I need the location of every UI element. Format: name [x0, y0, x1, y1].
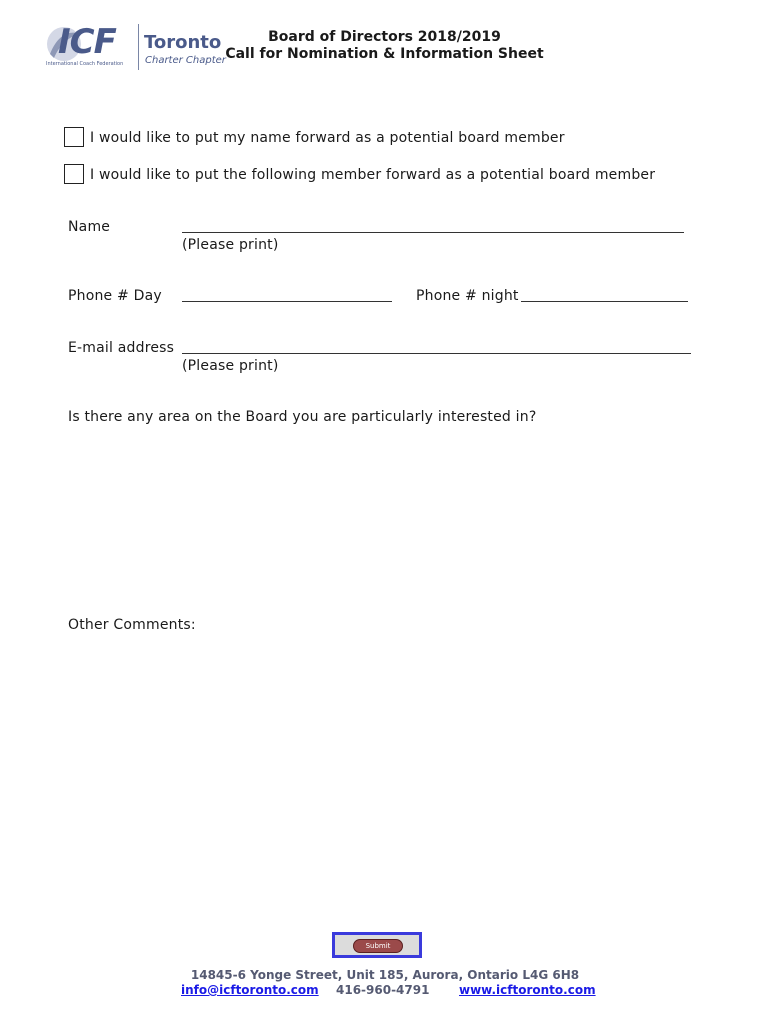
name-label: Name: [68, 219, 111, 235]
footer-address: 14845-6 Yonge Street, Unit 185, Aurora, Ontario L4G 6H8: [190, 968, 580, 982]
email-input-line[interactable]: [182, 353, 691, 354]
board-interest-question: Is there any area on the Board you are particularly interested in?: [68, 409, 537, 425]
submit-button-frame: [332, 932, 422, 958]
footer-email-link[interactable]: info@icftoronto.com: [181, 983, 319, 997]
footer-phone: 416-960-4791: [336, 983, 430, 997]
submit-button[interactable]: Submit: [353, 939, 403, 953]
email-hint: (Please print): [182, 358, 279, 374]
name-hint: (Please print): [182, 237, 279, 253]
logo-city: Toronto: [144, 32, 222, 53]
footer-website-link[interactable]: www.icftoronto.com: [459, 983, 596, 997]
logo-mark: ICF: [58, 22, 116, 62]
phone-day-input-line[interactable]: [182, 301, 392, 302]
document-subtitle: Call for Nomination & Information Sheet: [225, 46, 544, 62]
board-interest-answer-area[interactable]: [68, 432, 698, 602]
email-label: E-mail address: [68, 340, 175, 356]
member-nomination-label: I would like to put the following member forward as a potential board member: [90, 167, 656, 183]
organization-logo: [44, 22, 226, 74]
phone-day-label: Phone # Day: [68, 288, 162, 304]
other-comments-answer-area[interactable]: [68, 640, 698, 920]
phone-night-input-line[interactable]: [521, 301, 688, 302]
name-input-line[interactable]: [182, 232, 684, 233]
member-nomination-checkbox[interactable]: [64, 164, 84, 184]
logo-chapter: Charter Chapter: [145, 55, 226, 66]
logo-divider: [138, 24, 139, 70]
self-nomination-checkbox[interactable]: [64, 127, 84, 147]
logo-federation: International Coach Federation: [46, 61, 124, 67]
self-nomination-label: I would like to put my name forward as a potential board member: [90, 130, 565, 146]
document-title: Board of Directors 2018/2019: [268, 29, 501, 45]
phone-night-label: Phone # night: [416, 288, 519, 304]
other-comments-label: Other Comments:: [68, 617, 196, 633]
